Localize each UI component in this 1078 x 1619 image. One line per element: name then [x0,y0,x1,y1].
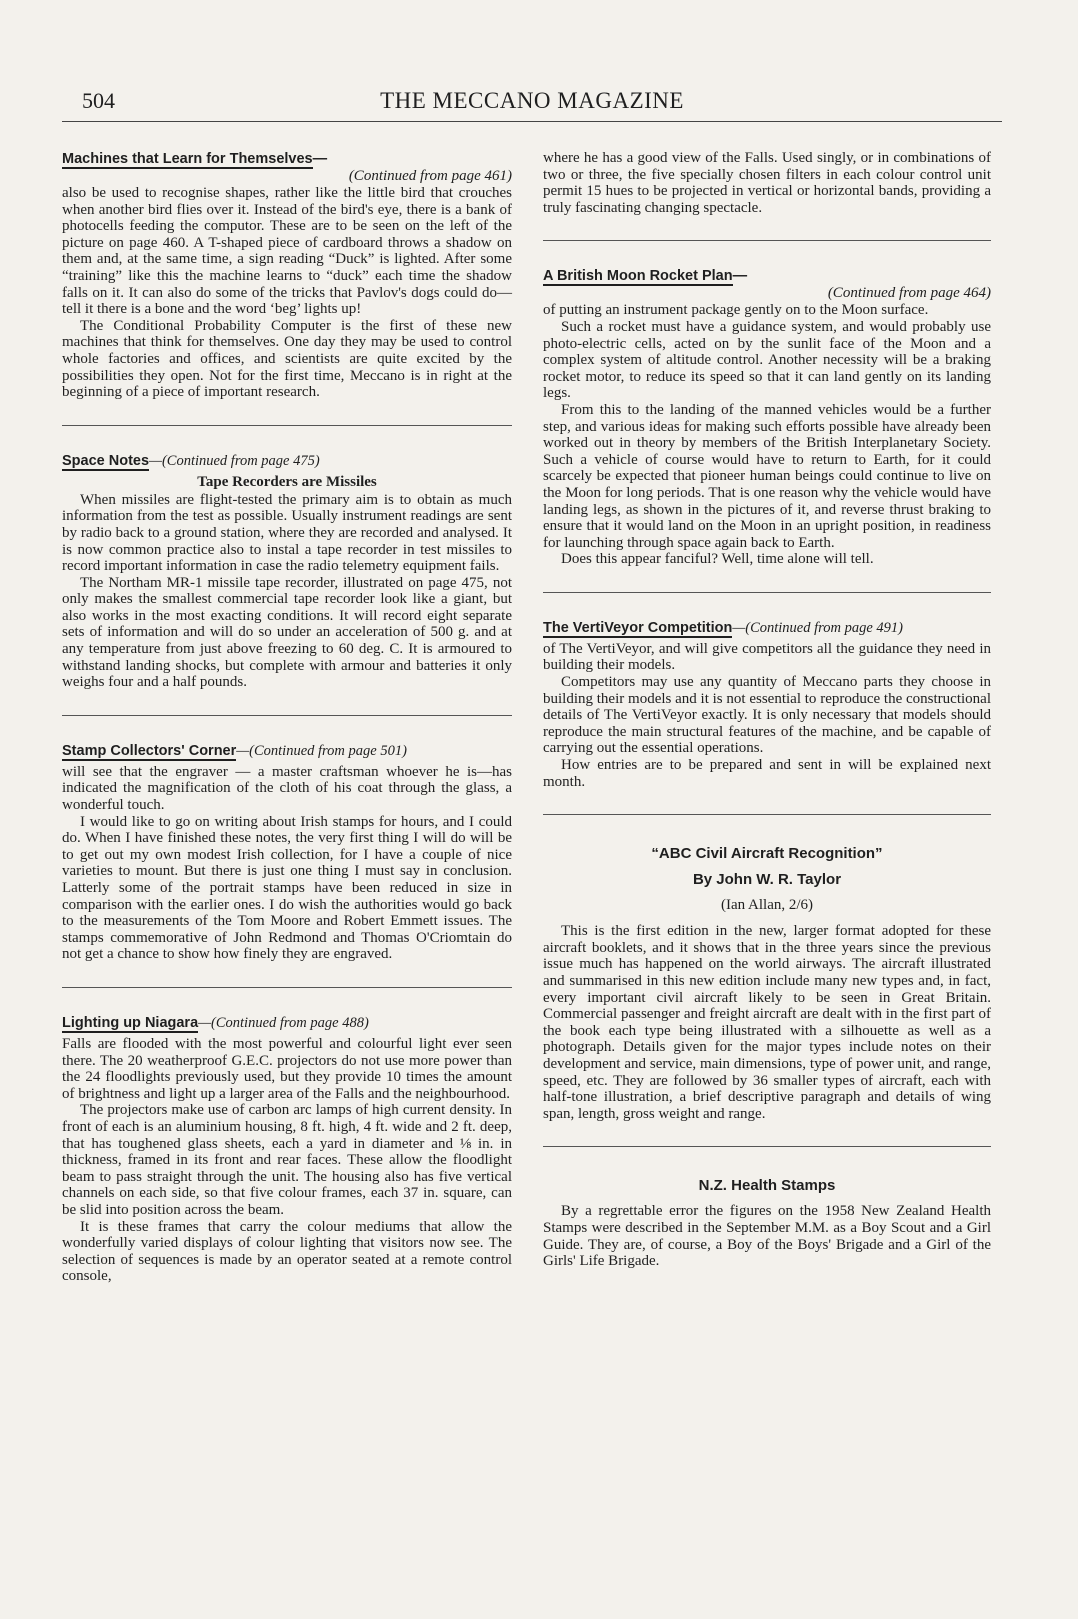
stamp-corner-section [62,742,512,963]
section-divider [543,240,991,241]
paragraph: The projectors make use of carbon arc lamps of high current density. In front of each is an aluminium housing, 8 ft. high, 4 ft. wide and 2 ft. deep, that has toughened glass sheets, each a yard in diameter and ⅛ in. in thickness, framed in its front and rear faces. These allow the floodlight beam to pass straight through the unit. The housing also has five vertical channels on each side, so that five colour frames, each 37 in. square, can be slid into position across the beam. [62,1102,512,1218]
section-heading: Machines that Learn for Themselves— [62,151,328,167]
niagara-section [62,1014,512,1285]
paragraph: Competitors may use any quantity of Meccano parts they choose in building their models and it is not essential to reproduce the constructional details of The VertiVeyor exactly. It is only necessary that models should reproduce the main structural features of the machine, and be capable of carrying out the essential operations. [543,674,991,757]
abc-review-section [543,841,991,1122]
section-title: The VertiVeyor Competition [543,619,733,636]
page-number: 504 [82,88,115,113]
paragraph: I would like to go on writing about Irish stamps for hours, and I could do. When I have finished these notes, the very first thing I will do will be to get out my own modest Irish collection, for I have a couple of nice varieties to mount. But there is just one thing I must say in conclusion. Latterly some of the portrait stamps have been reduced in size in comparison with the earlier ones. I do wish the authorities would go back to the measurements of the Tom Moore and Robert Emmett issues. The stamps commemorative of John Redmond and Thomas O'Criomtain do not get a chance to show how finely they are engraved. [62,813,512,963]
subheading: Tape Recorders are Missiles [197,473,377,490]
continued-note: —(Continued from page 488) [198,1014,369,1031]
section-heading: A British Moon Rocket Plan— [543,268,748,285]
space-notes-section [62,452,512,691]
section-divider [543,814,991,815]
section-heading [62,742,512,760]
paragraph: of putting an instrument package gently on to the Moon surface. [543,302,929,319]
continued-note: (Continued from page 464) [827,285,991,302]
machines-section [62,150,512,401]
section-title: A British Moon Rocket Plan [543,268,733,285]
section-heading [62,1014,512,1032]
paragraph: From this to the landing of the manned vehicles would be a further step, and various ideas for making such efforts possible have already been worked out in theory by members of the British Interplanetary Society. Such a vehicle of course would have to return to Earth, for it could scarcely be expected that pioneer human beings could continue to live on the Moon for long periods. That is one reason why the vehicle would have landing legs, as shown in the pictures of it, and reverse thrust braking to ensure that it would land on the Moon in an upright position, in readiness for launching through space again back to Earth. [543,401,991,551]
book-title: “ABC Civil Aircraft Recognition” [651,845,883,863]
section-title: Lighting up Niagara [62,1014,199,1031]
continued-note: —(Continued from page 491) [732,619,903,636]
niagara-continuation: where he has a good view of the Falls. Used singly, or in combinations of two or three, the five specially chosen filters in each colour control unit permit 15 hues to be projected in vertical or horizontal bands, providing a truly fascinating changing spectacle. [543,150,991,216]
paragraph: of The VertiVeyor, and will give competitors all the guidance they need in building their models. [543,640,991,674]
paragraph: The Northam MR-1 missile tape recorder, illustrated on page 475, not only makes the smallest commercial tape recorder look like a giant, but also works in the most exacting conditions. It will record eight separate sets of information and will do so under an acceleration of 500 g. and at any temperature from just above freezing to 60 deg. C. It is armoured to withstand landing shocks, but complete with armour and batteries it only weighs four and a half pounds. [62,574,512,691]
section-title: N.Z. Health Stamps [698,1177,836,1195]
paragraph: also be used to recognise shapes, rather like the little bird that crouches when another bird flies over it. Instead of the bird's eye, there is a bank of photocells feeding the computor. These are to be seen on the left of the picture on page 460. A T-shaped piece of cardboard throws a shadow on them and, at the same time, a sign reading “Duck” is lighted. After some “training” like this the machine learns to “duck” each time the shadow falls on it. It can also do some of the tricks that Pavlov's dogs could do—tell it there is a bone and the word ‘beg’ lights up! [62,185,512,318]
section-title: Machines that Learn for Themselves [62,151,313,167]
continued-note: —(Continued from page 475) [149,452,320,469]
book-author: By John W. R. Taylor [692,871,842,889]
section-divider [543,592,991,593]
header-rule [62,121,1002,122]
section-divider [62,987,512,988]
paragraph: By a regrettable error the figures on the 1958 New Zealand Health Stamps were described in the September M.M. as a Boy Scout and a Girl Guide. They are, of course, a Boy of the Boys' Brigade and a Girl of the Girls' Life Brigade. [543,1203,991,1270]
paragraph: will see that the engraver — a master craftsman whoever he is—has indicated the magnification of the cloth of his coat through the glass, a wonderful touch. [62,763,512,814]
nz-stamps-section [543,1173,991,1269]
moon-rocket-section [543,267,991,568]
section-divider [62,715,512,716]
continued-note: —(Continued from page 501) [236,742,407,759]
section-title: Stamp Collectors' Corner [62,742,237,759]
continued-note: (Continued from page 461) [348,168,512,184]
section-divider [62,425,512,426]
vertiveyor-section [543,619,991,790]
paragraph: Such a rocket must have a guidance system, and would probably use photo-electric cells, acted on by the sunlit face of the Moon and a complex system of altitude control. Another necessity will be a braking rocket motor, to reduce its speed so that it can land gently on its landing legs. [543,318,991,402]
section-title: Space Notes [62,452,150,469]
paragraph: Falls are flooded with the most powerful and colourful light ever seen there. The 20 weatherproof G.E.C. projectors do not use more power than the 24 floodlights previously used, but they provide 10 times the amount of brightness and light up a larger area of the Falls and the neighbourhood. [62,1035,512,1102]
paragraph: Does this appear fanciful? Well, time alone will tell. [561,551,874,568]
left-column [62,150,512,1285]
paragraph: It is these frames that carry the colour mediums that allow the wonderfully varied displays of colour lighting that visitors now see. The selection of sequences is made by an operator seated at a remote control console, [62,1218,512,1285]
book-publisher: (Ian Allan, 2/6) [720,897,814,914]
section-heading [543,619,991,637]
right-column [543,150,991,1270]
page-header [62,88,1002,118]
section-divider [543,1146,991,1147]
section-heading [62,452,512,470]
magazine-title: THE MECCANO MAGAZINE [380,88,684,113]
paragraph: How entries are to be prepared and sent in will be explained next month. [543,757,991,790]
paragraph: When missiles are flight-tested the primary aim is to obtain as much information from the test as possible. Usually instrument readings are sent by radio back to a ground station, where they are recorded and analysed. It is now common practice also to instal a tape recorder in test missiles to record important information in case the radio telemetry equipment fails. [62,491,512,575]
paragraph: This is the first edition in the new, larger format adopted for these aircraft booklets, and it shows that in the three years since the previous issue much has happened on the world airways. The aircraft illustrated and summarised in this new edition include many new types and, in fact, every important civil aircraft likely to be seen in Great Britain. Commercial passenger and freight aircraft are dealt with in the first part of the book each type being illustrated with a silhouette as well as a photograph. Details given for the major types include notes on their development and service, main dimensions, type of power unit, and range, speed, etc. They are followed by 36 smaller types of aircraft, each with half-tone illustration, a brief descriptive paragraph and details of wing span, length, gross weight and range. [543,923,991,1122]
paragraph: The Conditional Probability Computer is the first of these new machines that think for themselves. One day they may be used to control whole factories and offices, and scientists are quite excited by the possibilities they open. Not for the first time, Meccano is in right at the beginning of a piece of important research. [62,317,512,401]
